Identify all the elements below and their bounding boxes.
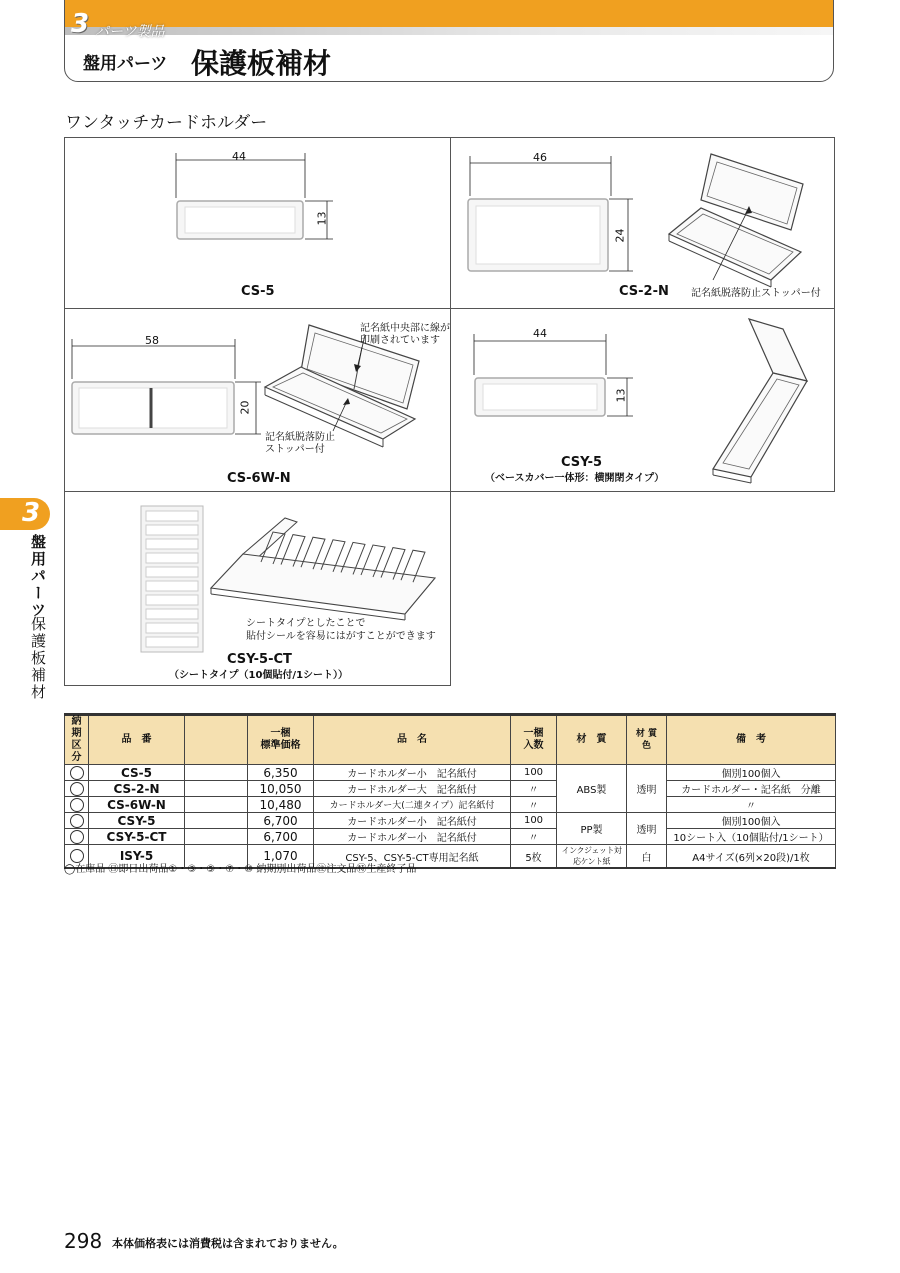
sheet-label-cell — [146, 637, 198, 647]
cell-material: ABS製 — [557, 765, 627, 813]
cs-5-width-dim: 44 — [232, 150, 246, 163]
cell-code: CSY-5 — [89, 813, 185, 829]
cs-6w-n-note-bottom-1: 記名紙脱落防止 — [265, 432, 335, 443]
csy-5-subtitle: （ベースカバー一体形：横開閉タイプ） — [485, 473, 665, 484]
cell-qty: 〃 — [511, 781, 557, 797]
page-title: 保護板補材 — [191, 47, 332, 80]
cell-color: 透明 — [627, 765, 667, 813]
panel-csy-5-ct — [64, 491, 451, 686]
th-qty — [511, 715, 557, 765]
cell-qty: 〃 — [511, 797, 557, 813]
cs-2-n-note: 記名紙脱落防止ストッパー付 — [691, 288, 821, 299]
cell-remarks: 個別100個入 — [667, 813, 836, 829]
cs-2-n-height-dim: 24 — [613, 228, 627, 243]
table-row — [65, 781, 836, 797]
cell-color: 白 — [627, 845, 667, 869]
th-material: 材 質 — [557, 715, 627, 765]
sheet-label-cell — [146, 609, 198, 619]
stock-circle-icon — [65, 765, 89, 781]
th-delivery-1: 納期 — [71, 716, 82, 739]
cell-name: カードホルダー大(二連タイプ）記名紙付 — [314, 797, 511, 813]
csy-5-height-dim: 13 — [614, 388, 628, 403]
tax-footnote: 本体価格表には消費税は含まれておりません。 — [112, 1237, 344, 1250]
th-qty-2: 入数 — [523, 740, 544, 751]
cell-price: 10,480 — [248, 797, 314, 813]
side-tab-label-bold: 盤用パーツ — [29, 534, 47, 619]
cell-name: カードホルダー小 記名紙付 — [314, 813, 511, 829]
stock-circle-icon — [65, 813, 89, 829]
th-delivery-2: 区分 — [71, 740, 82, 763]
csy-5-ct-note-1: シートタイプとしたことで — [246, 618, 366, 629]
panel-cs-5 — [64, 137, 451, 309]
cs-2-n-width-dim: 46 — [533, 151, 547, 164]
cs-6w-n-height-dim: 20 — [238, 400, 252, 415]
cell-name: カードホルダー小 記名紙付 — [314, 829, 511, 845]
cell-remarks: 10シート入（10個貼付/1シート） — [667, 829, 836, 845]
cell-material: PP製 — [557, 813, 627, 845]
table-row — [65, 765, 836, 781]
cell-qty: 100 — [511, 765, 557, 781]
cs-6w-n-label: CS-6W-N — [227, 471, 291, 486]
sheet-label-cell — [146, 595, 198, 605]
cell-qty: 5枚 — [511, 845, 557, 869]
cell-blank — [185, 813, 248, 829]
th-price — [248, 715, 314, 765]
sheet-label-cell — [146, 525, 198, 535]
cell-name: カードホルダー小 記名紙付 — [314, 765, 511, 781]
cell-blank — [185, 829, 248, 845]
cell-price: 6,350 — [248, 765, 314, 781]
cell-qty: 100 — [511, 813, 557, 829]
th-remarks: 備 考 — [667, 715, 836, 765]
table-row — [65, 829, 836, 845]
panel-cs-6w-n — [64, 308, 451, 492]
cell-code: CS-5 — [89, 765, 185, 781]
table-header-row — [65, 715, 836, 765]
cell-qty: 〃 — [511, 829, 557, 845]
cell-price: 6,700 — [248, 813, 314, 829]
panel-cs-2-n — [450, 137, 835, 309]
page-header — [64, 0, 834, 82]
header-band — [65, 0, 833, 27]
cs-5-label: CS-5 — [241, 284, 275, 299]
cs-6w-n-note-top-1: 記名紙中央部に線が — [360, 323, 450, 334]
spec-table — [64, 713, 836, 869]
cell-material: インクジェット対応ケント紙 — [557, 845, 627, 869]
csy-5-ct-note-2: 貼付シールを容易にはがすことができます — [246, 631, 436, 642]
cell-remarks: 〃 — [667, 797, 836, 813]
sheet-label-cell — [146, 567, 198, 577]
cell-code: ISY-5 — [89, 845, 185, 869]
cell-price: 1,070 — [248, 845, 314, 869]
csy-5-ct-label: CSY-5-CT — [227, 652, 292, 667]
stock-circle-icon — [65, 797, 89, 813]
cs-5-height-dim: 13 — [315, 211, 329, 226]
cell-remarks: カードホルダー・記名紙 分離 — [667, 781, 836, 797]
cell-code: CS-6W-N — [89, 797, 185, 813]
panel-csy-5 — [450, 308, 835, 492]
header-gradient-band — [65, 27, 833, 35]
cell-blank — [185, 765, 248, 781]
chapter-number: 3 — [71, 9, 90, 39]
cell-remarks: A4サイズ(6列×20段)/1枚 — [667, 845, 836, 869]
cell-blank — [185, 781, 248, 797]
sheet-label-cell — [146, 539, 198, 549]
th-name: 品 名 — [314, 715, 511, 765]
th-code: 品 番 — [89, 715, 185, 765]
th-blank — [185, 715, 248, 765]
table-row — [65, 813, 836, 829]
sheet-label-cell — [146, 623, 198, 633]
csy-5-ct-subtitle: （シートタイプ（10個貼付/1シート）） — [169, 670, 349, 681]
csy-5-label: CSY-5 — [561, 455, 603, 470]
stock-circle-icon — [65, 829, 89, 845]
side-tab-label: 保護板補材 — [29, 616, 47, 701]
cs-2-n-label: CS-2-N — [619, 284, 669, 299]
cell-code: CS-2-N — [89, 781, 185, 797]
th-qty-1: 一梱 — [523, 728, 544, 739]
cell-price: 6,700 — [248, 829, 314, 845]
sheet-label-cell — [146, 581, 198, 591]
sheet-label-cell — [146, 511, 198, 521]
cell-code: CSY-5-CT — [89, 829, 185, 845]
th-price-2: 標準価格 — [260, 740, 301, 751]
side-tab-number — [0, 498, 50, 530]
csy-5-drawing — [451, 309, 836, 493]
delivery-legend: ◯在庫品 ㊐即日出荷品①・③・⑤・⑦・⑩ 納期別出荷品㊟注文品㊕生産終了品 — [64, 864, 417, 875]
chapter-category: パーツ製品 — [95, 24, 165, 40]
th-price-1: 一梱 — [270, 728, 291, 739]
cell-color: 透明 — [627, 813, 667, 845]
csy-5-width-dim: 44 — [533, 327, 547, 340]
cell-name: カードホルダー大 記名紙付 — [314, 781, 511, 797]
side-tab-number-text: 3 — [22, 498, 41, 528]
sheet-label-cell — [146, 553, 198, 563]
cell-remarks: 個別100個入 — [667, 765, 836, 781]
cs-6w-n-width-dim: 58 — [145, 334, 159, 347]
cs-6w-n-note-bottom-2: ストッパー付 — [265, 444, 325, 455]
cell-blank — [185, 797, 248, 813]
stock-circle-icon — [65, 781, 89, 797]
cs-6w-n-note-top-2: 印刷されています — [360, 335, 440, 346]
cell-name: CSY-5、CSY-5-CT専用記名紙 — [314, 845, 511, 869]
page-number: 298 — [64, 1229, 103, 1253]
th-delivery — [65, 715, 89, 765]
cell-price: 10,050 — [248, 781, 314, 797]
section-title: ワンタッチカードホルダー — [65, 113, 268, 133]
th-color: 材 質 色 — [627, 715, 667, 765]
subcategory-label: 盤用パーツ — [83, 54, 168, 74]
table-row — [65, 797, 836, 813]
